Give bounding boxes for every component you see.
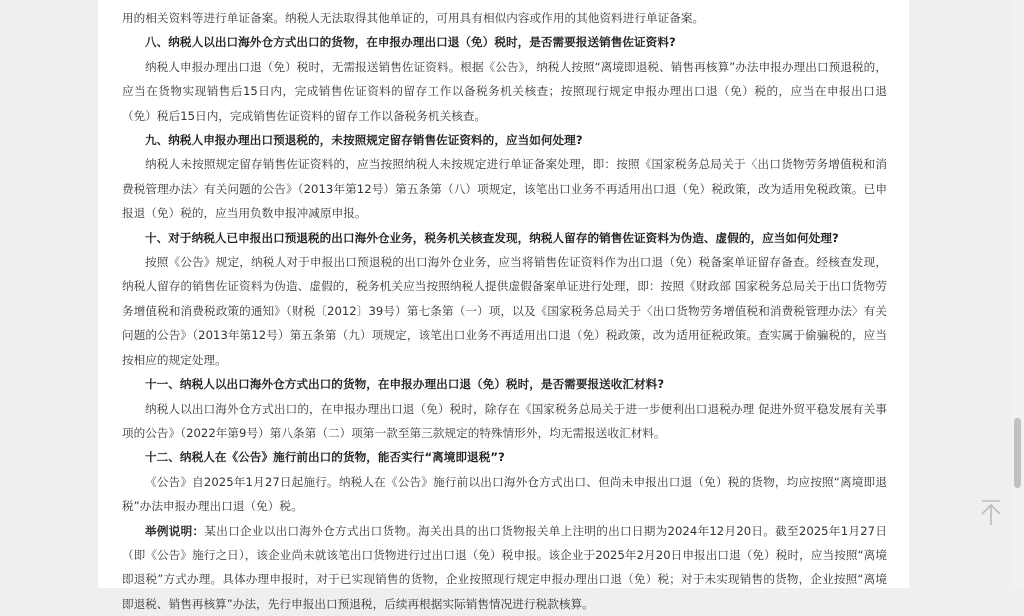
scrollbar-thumb[interactable] [1014,418,1021,488]
back-to-top-button[interactable] [976,498,1006,528]
paragraph-7-tail: 用的相关资料等进行单证备案。纳税人无法取得其他单证的，可用具有相似内容或作用的其他资料进行单证备案。 [122,11,705,25]
example-label: 举例说明： [145,523,205,538]
heading-9: 九、纳税人申报办理出口预退税的，未按照规定留存销售佐证资料的，应当如何处理? [145,133,583,148]
article-content [122,0,887,616]
heading-8: 八、纳税人以出口海外仓方式出口的货物，在申报办理出口退（免）税时，是否需要报送销售佐证资料? [145,35,676,50]
heading-10: 十、对于纳税人已申报出口预退税的出口海外仓业务，税务机关核查发现，纳税人留存的销售佐证资料为伪造、虚假的，应当如何处理? [145,230,839,245]
article-page [98,0,909,611]
arrow-up-icon [976,498,1006,528]
paragraph-8: 纳税人申报办理出口退（免）税时，无需报送销售佐证资料。根据《公告》，纳税人按照“离境即退税、销售再核算”办法申报办理出口预退税的，应当在货物实现销售后15日内，完成销售佐证资料的留存工作以备税务机关核查；按照现行规定申报办理出口退（免）税的，应当在申报出口退（免）税后15日内，完成销售佐证资料的留存工作以备税务机关核查。 [122,59,887,123]
heading-12: 十二、纳税人在《公告》施行前出口的货物，能否实行“离境即退税”? [145,450,505,465]
heading-11: 十一、纳税人以出口海外仓方式出口的货物，在申报办理出口退（免）税时，是否需要报送收汇材料? [145,377,665,392]
page-scrollbar[interactable] [1011,0,1024,588]
example-paragraph [122,519,887,616]
paragraph-11: 纳税人以出口海外仓方式出口的，在申报办理出口退（免）税时，除存在《国家税务总局关于进一步便利出口退税办理 促进外贸平稳发展有关事项的公告》（2022年第9号）第八条第（二）项第一款至第三款规定的特殊情形外，均无需报送收汇材料。 [122,401,887,440]
example-text: 某出口企业以出口海外仓方式出口货物。海关出具的出口货物报关单上注明的出口日期为2024年12月20日。截至2025年1月27日（即《公告》施行之日），该企业尚未就该笔出口货物进行过出口退（免）税申报。该企业于2025年2月20日申报出口退（免）税时，应当按照“离境即退税”方式办理。具体办理申报时，对于已实现销售的货物，企业按照现行规定申报办理出口退（免）税；对于未实现销售的货物，企业按照“离境即退税、销售再核算”办法，先行申报出口预退税，后续再根据实际销售情况进行税款核算。 [122,523,887,611]
paragraph-12: 《公告》自2025年1月27日起施行。纳税人在《公告》施行前以出口海外仓方式出口、但尚未申报出口退（免）税的货物，均应按照“离境即退税”办法申报办理出口退（免）税。 [122,474,887,514]
paragraph-10: 按照《公告》规定，纳税人对于申报出口预退税的出口海外仓业务，应当将销售佐证资料作为出口退（免）税备案单证留存备查。经核查发现，纳税人留存的销售佐证资料为伪造、虚假的，税务机关应当按照纳税人提供虚假备案单证进行处理，即：按照《财政部 国家税务总局关于出口货物劳务增值税和消费税政策的通知》（财税〔2012〕39号）第七条第（一）项，以及《国家税务总局关于〈出口货物劳务增值税和消费税管理办法〉有关问题的公告》（2013年第12号）第五条第（九）项规定，该笔出口业务不再适用出口退（免）税政策，改为适用征税政策。查实属于偷骗税的，应当按相应的规定处理。 [122,255,887,367]
paragraph-9: 纳税人未按照规定留存销售佐证资料的，应当按照纳税人未按规定进行单证备案处理，即：按照《国家税务总局关于〈出口货物劳务增值税和消费税管理办法〉有关问题的公告》（2013年第12号）第五条第（八）项规定，该笔出口业务不再适用出口退（免）税政策，改为适用免税政策。已申报退（免）税的，应当用负数申报冲减原申报。 [122,157,887,221]
